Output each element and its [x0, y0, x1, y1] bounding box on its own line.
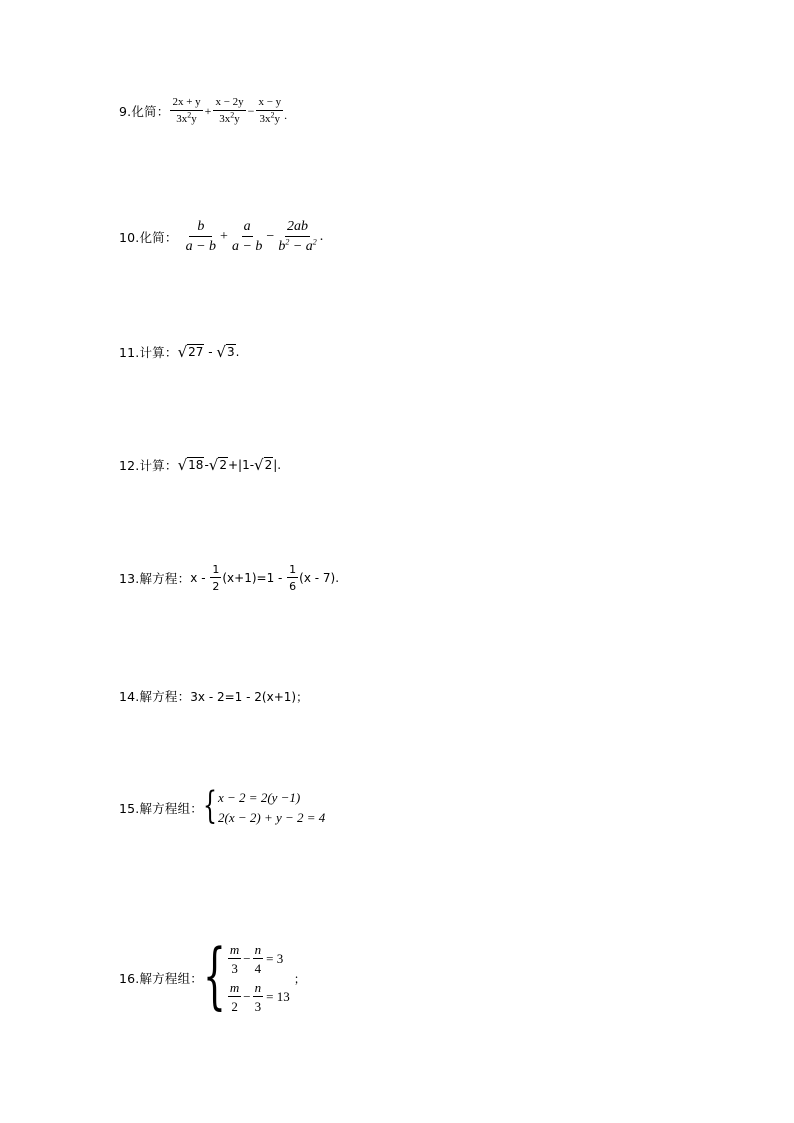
end-punct: ；	[293, 971, 306, 986]
problem-instruction: 解方程：	[139, 571, 191, 586]
radical-sign-icon: √	[208, 455, 219, 474]
equation: 3x - 2=1 - 2(x+1)；	[190, 689, 309, 704]
operator: +	[204, 103, 212, 118]
square-root: √ 27	[177, 342, 204, 361]
radical-sign-icon: √	[177, 342, 188, 361]
end-punct: .	[319, 229, 324, 244]
square-root: √ 18	[177, 455, 204, 474]
left-brace-icon: {	[203, 785, 217, 829]
problem-instruction: 解方程组：	[139, 801, 203, 816]
end-punct: .	[235, 345, 240, 359]
expression-part: (x+1)=1 -	[222, 571, 287, 585]
fraction-3: $\frac{x - y}{3x^2y}$	[258, 96, 282, 125]
end-punct: |.	[273, 458, 282, 472]
fraction-2: $\frac{1}{6}$	[289, 563, 297, 593]
fraction-1: $\frac{1}{2}$	[212, 563, 220, 593]
fraction-3: $\frac{2ab}{b^2 - a^2}$	[278, 219, 317, 254]
problem-instruction: 化简：	[131, 104, 170, 119]
problem-number: 16.	[119, 970, 140, 986]
problem-number: 15.	[119, 800, 140, 816]
radical-sign-icon: √	[177, 455, 188, 474]
problem-number: 9.	[119, 103, 132, 119]
problem-11	[119, 343, 239, 361]
equation-1: $\frac{m}{3}$ − $\frac{n}{4}$ = 3	[229, 942, 284, 976]
equation-1: x − 2 = 2(y −1)	[218, 790, 301, 805]
problem-number: 12.	[119, 457, 140, 473]
radical-sign-icon: √	[216, 342, 226, 361]
problem-instruction: 计算：	[139, 345, 178, 360]
problem-16	[119, 936, 306, 1018]
fraction-1: $\frac{b}{a - b}$	[185, 219, 217, 254]
square-root: √ 2	[208, 455, 227, 474]
equation-system	[227, 943, 290, 1013]
operator: +|1-	[227, 458, 255, 472]
problem-12	[119, 456, 281, 474]
left-brace-icon: {	[203, 936, 226, 1018]
problem-instruction: 解方程：	[139, 689, 191, 704]
square-root: √ 2	[254, 455, 273, 474]
operator: +	[220, 229, 228, 244]
problem-15	[119, 785, 326, 829]
fraction-2: $\frac{x - 2y}{3x^2y}$	[215, 96, 244, 125]
expression-part: (x - 7).	[299, 571, 340, 585]
operator: -	[204, 458, 209, 472]
problem-number: 13.	[119, 570, 140, 586]
operator: −	[266, 229, 275, 244]
operator: −	[247, 103, 255, 118]
problem-13	[119, 564, 339, 592]
end-punct: .	[284, 108, 288, 122]
operator: -	[204, 345, 217, 359]
problem-number: 10.	[119, 229, 140, 245]
problem-14	[119, 687, 308, 705]
fraction-1: $\frac{2x + y}{3x^2y}$	[172, 96, 201, 125]
problem-number: 11.	[119, 344, 140, 360]
equation-system	[218, 790, 325, 826]
equation-2: $\frac{m}{2}$ − $\frac{n}{3}$ = 13	[229, 980, 290, 1014]
expression-part: x -	[190, 571, 210, 585]
equation-2: 2(x − 2) + y − 2 = 4	[218, 810, 326, 825]
radical-sign-icon: √	[254, 455, 264, 474]
problem-10	[119, 220, 323, 254]
square-root: √ 3	[216, 342, 235, 361]
problem-9	[119, 97, 287, 125]
problem-instruction: 解方程组：	[139, 971, 203, 986]
fraction-2: $\frac{a}{a - b}$	[231, 219, 263, 254]
problem-instruction: 化简：	[139, 230, 178, 245]
problem-instruction: 计算：	[139, 458, 178, 473]
problem-number: 14.	[119, 688, 140, 704]
